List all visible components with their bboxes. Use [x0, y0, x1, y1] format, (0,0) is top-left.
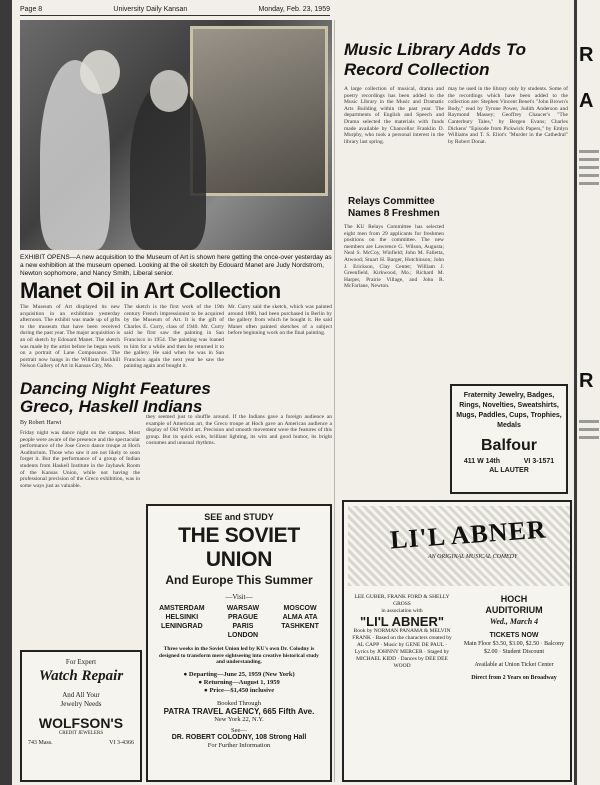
abner-assoc: in association with: [381, 608, 423, 614]
city: MOSCOW: [283, 605, 317, 612]
departing: ● Departing—June 25, 1959 (New York): [183, 670, 295, 678]
photo-caption: EXHIBIT OPENS—A new acquisition to the Museum of Art is shown here getting the once-over yesterday as a new exhibition at the museum opened. Looking at the oil sketch by Edouard Manet are Judy Nordstrom, Newton sophomore, and Nancy Smith, Liberal senior.: [20, 254, 332, 277]
store-name: WOLFSON'S: [38, 715, 124, 731]
face: [80, 50, 120, 94]
further-info: For Further Information: [207, 741, 271, 749]
edge-text-line: [579, 150, 599, 153]
dance-headline: Dancing Night Features Greco, Haskell Indians: [20, 379, 211, 416]
city: AMSTERDAM: [159, 605, 205, 612]
newspaper-page: [12, 0, 574, 785]
music-headline: Music Library Adds To Record Collection: [344, 40, 526, 79]
music-column-1: A large collection of musical, drama and poetry recordings has been added to the Music Library in the Music and Dramatic Arts Building within the past year. The departments of English and Speech and Drama selected the materials with funds made available by Chancellor Franklin D. Murphy, who took a personal interest in the library last spring.: [344, 86, 444, 145]
edge-text-line: [579, 174, 599, 177]
city: PRAGUE: [227, 614, 258, 621]
watch-title: Watch Repair: [38, 668, 124, 684]
soviet-title: THE SOVIET UNION: [178, 524, 300, 571]
tickets-now: TICKETS NOW: [489, 632, 539, 639]
ticket-prices: Main Floor $3.50, $3.00, $2.50 · Balcony $2.00 · Student Discount: [463, 641, 565, 655]
store-phone: VI 3-4366: [109, 740, 134, 746]
balfour-address: 411 W 14th: [463, 458, 501, 465]
venue-line-2: AUDITORIUM: [485, 605, 543, 615]
abner-show-name: "LI'L ABNER": [359, 614, 445, 629]
edge-letter: R: [579, 44, 594, 66]
dance-column-2: they seemed just to shuffle around. If the Indians gave a foreign audience an example of American art, the Greco troupe at Hoch gave an American audience a display of Old World art. Precision and smooth movement were the features of this group. But its quick exits, brilliant lighting, its wits and good humor, its bright costumes and unusual rhythms.: [146, 414, 332, 447]
show-date: Wed., March 4: [489, 617, 539, 626]
manet-column-1: The Museum of Art displayed its new acquisition in an exhibition yesterday afternoon. The exhibit was made up of gifts to the museum that have been received during the past year. The major acquisition is an oil sketch by Edouard Manet. The sketch was made by the artist before he began work on a portrait of Lane Composance. The portrait now hangs in the William Rockhill Nelson Gallery of Art in Kansas City, Mo.: [20, 304, 120, 370]
balfour-phone: VI 3-1571: [523, 458, 555, 465]
watch-expert: For Expert: [65, 658, 97, 666]
cities-column-1: [159, 604, 205, 640]
edge-text-line: [579, 428, 599, 431]
face: [150, 70, 188, 112]
city: PARIS: [232, 623, 254, 630]
edge-text-line: [579, 158, 599, 161]
soviet-visit: —Visit—: [225, 593, 253, 601]
abner-credits-block: [350, 594, 454, 670]
agency-city: New York 22, N.Y.: [214, 715, 264, 723]
manet-column-3: Mr. Curry said the sketch, which was painted around 1880, had been purchased in Berlin by the gallery from which he bought it. He said Manet often painted sketches of a subject before beginning work on the final painting.: [228, 304, 332, 337]
cities-column-3: [281, 604, 319, 640]
edge-text-line: [579, 182, 599, 185]
page-header: [20, 4, 330, 16]
soviet-dates: [148, 671, 330, 695]
venue-line-1: HOCH: [500, 594, 528, 604]
see-line: See—: [231, 726, 247, 734]
city: TASHKENT: [281, 623, 319, 630]
lil-abner-ad: [342, 500, 572, 782]
edge-text-line: [579, 166, 599, 169]
relays-column: The KU Relays Committee has selected eight men from 29 applicants for freshmen positions on the committee. The new members are Lawrence G. Wilson, Augusta; Neal S. McCoy, Winfield; John M. Falletta, Atwood; Stuart H. Barger, Hutchinson; John J. Erickson, Clay Center; William J. Greenfield, Kirkwood, Mo.; Richard M. Harper, Prairie Village, and John R. McFarlane, Newton.: [344, 224, 444, 290]
soviet-tour-description: Three weeks in the Soviet Union led by KU's own Dr. Colodny is designed to transform mere sightseeing into creative historical study and understanding.: [159, 646, 319, 665]
soviet-cities: [148, 604, 330, 640]
abner-venue-block: [460, 594, 568, 682]
edge-text-line: [579, 420, 599, 423]
manet-headline: Manet Oil in Art Collection: [20, 278, 281, 303]
music-column-2: may be used in the library only by students. Some of the recordings which have been added to the collection are: Stephen Vincent Benet's "John Brown's Body," read by Tyrone Power, Judith Anderson and Raymond Massey; Geoffrey Chaucer's "The Canterbury Tales," by Bergen Evans; Charles Dickens' "Episode from Pickwick Papers," by Emlyn Williams and T. S. Eliot's "Murder in the Cathedral" by Robert Donat.: [448, 86, 568, 145]
price: ● Price—$1,450 inclusive: [203, 686, 275, 694]
abner-artwork: [348, 506, 570, 586]
watch-jewelry: Jewelry Needs: [60, 700, 102, 708]
store-contact: [22, 740, 140, 746]
relays-headline: Relays Committee Names 8 Freshmen: [348, 196, 440, 219]
abner-subtitle: AN ORIGINAL MUSICAL COMEDY: [428, 554, 518, 560]
manet-column-2: The sketch is the first work of the 19th century French impressionist to be acquired by the Museum of Art. It is the gift of Charles E. Curry, class of 1940. Mr. Curry said he first saw the painting in San Francisco in 1954. The painting was loaned to him for a while and then he returned it to the gallery. He said when he was in San Francisco again the next year he saw the painting again and bought it.: [124, 304, 224, 370]
store-type: CREDIT JEWELERS: [58, 731, 104, 736]
city: LONDON: [227, 632, 259, 639]
dance-byline: By Robert Harwi: [20, 420, 62, 426]
abner-presenters: LEE GUBER, FRANK FORD & SHELLY GROSS: [354, 594, 450, 607]
soviet-union-ad: [146, 504, 332, 782]
soviet-see-line: SEE and STUDY: [204, 512, 274, 522]
edge-letter: R: [579, 370, 594, 392]
frat-items: Fraternity Jewelry, Badges, Rings, Novelties, Sweatshirts, Mugs, Paddles, Cups, Trophies, Medals: [456, 392, 562, 429]
column-divider: [334, 20, 335, 782]
union-ticket-center: Available at Union Ticket Center: [474, 662, 554, 668]
newspaper-name: University Daily Kansan: [113, 6, 188, 13]
booked-through: Booked Through: [216, 699, 262, 707]
travel-agency: PATRA TRAVEL AGENCY, 665 Fifth Ave.: [163, 706, 315, 716]
direct-from-broadway: Direct from 2 Years on Broadway: [471, 675, 557, 681]
adjacent-page-edge: [577, 0, 600, 785]
edge-letter: A: [579, 90, 594, 112]
city: LENINGRAD: [161, 623, 203, 630]
city: HELSINKI: [165, 614, 199, 621]
balfour-name: Balfour: [481, 437, 537, 454]
exhibit-photo: [20, 20, 332, 250]
page-number: Page 8: [20, 6, 43, 13]
cities-column-2: [227, 604, 259, 640]
issue-date: Monday, Feb. 23, 1959: [258, 6, 330, 13]
watch-repair-ad: [20, 650, 142, 782]
city: ALMA ATA: [282, 614, 318, 621]
balfour-rep: AL LAUTER: [489, 467, 529, 474]
abner-title: LI'L ABNER: [389, 514, 548, 555]
balfour-contact: [452, 458, 566, 465]
abner-credits: Book by NORMAN PANAMA & MELVIN FRANK · Based on the characters created by AL CAPP · Music by GENE DE PAUL · Lyrics by JOHNNY MERCER · Staged by MICHAEL KIDD · Dances by DEE DEE WOOD: [352, 628, 452, 669]
city: WARSAW: [226, 605, 260, 612]
store-address: 743 Mass.: [28, 740, 53, 746]
returning: ● Returning—August 1, 1959: [198, 678, 280, 686]
soviet-subtitle: And Europe This Summer: [165, 573, 313, 587]
fraternity-jewelry-ad: [450, 384, 568, 494]
edge-text-line: [579, 436, 599, 439]
watch-and-all: And All Your: [62, 691, 100, 699]
dance-column-1: Friday night was dance night on the campus. Most people were aware of the presence and the spectacular performance of the Jose Greco dance troupe at Hoch Auditorium. Those who saw it are not likely to soon forget it. But the performance of a group of Indian students from Haskell Institute in the Jayhawk Room of the Kansas Union, while not having the professional precision of the Greco exhibition, was in some ways just as valuable.: [20, 430, 140, 489]
professor-contact: DR. ROBERT COLODNY, 108 Strong Hall: [171, 733, 307, 741]
painting-frame: [190, 26, 328, 196]
